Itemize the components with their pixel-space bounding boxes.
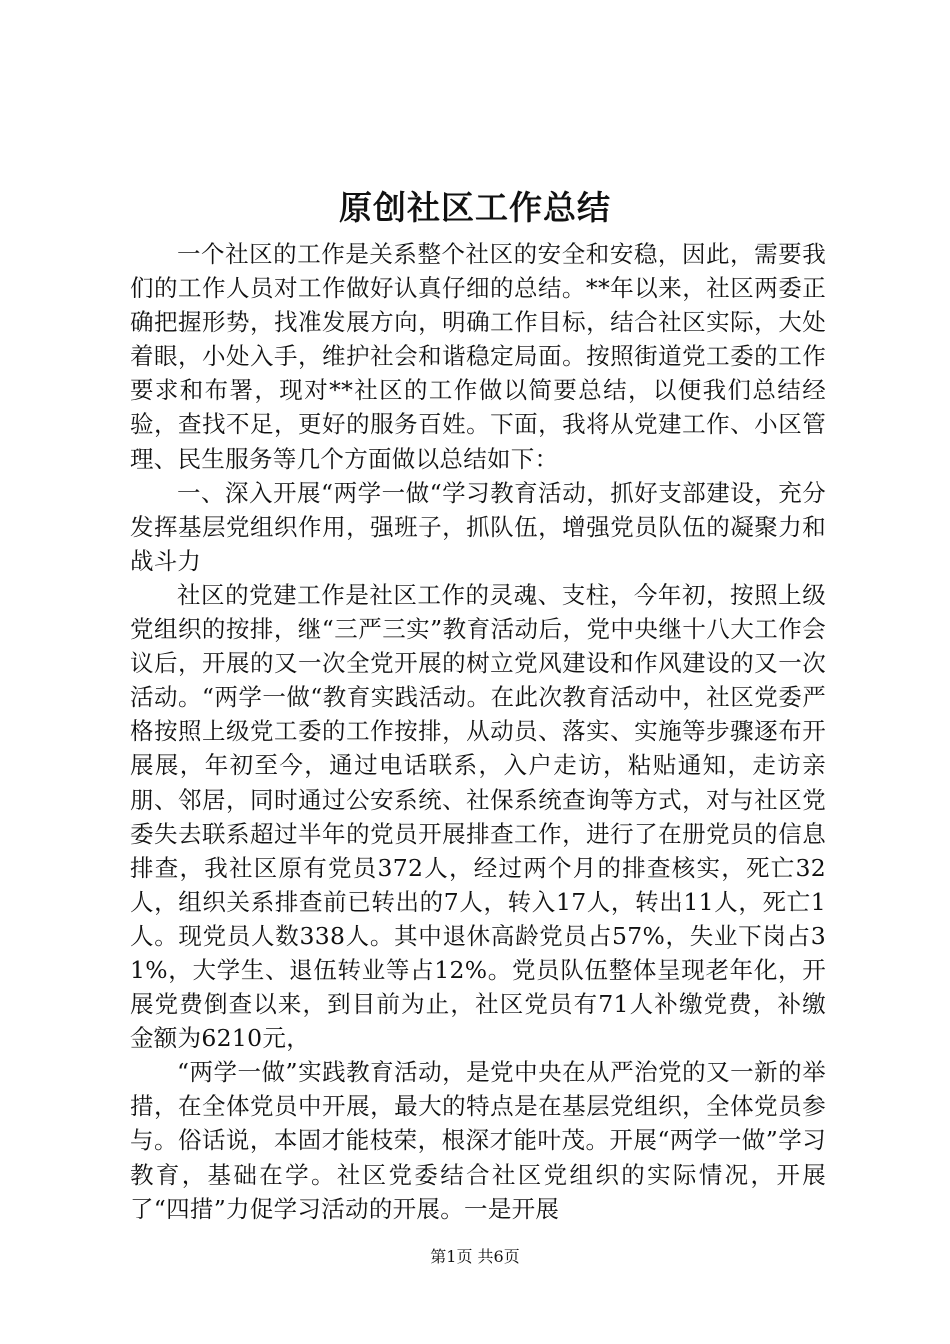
document-title: 原创社区工作总结: [339, 188, 611, 227]
study-activity-paragraph: “两学一做”实践教育活动，是党中央在从严治党的又一新的举措，在全体党员中开展，最大的特点是在基层党组织，全体党员参与。俗话说，本固才能枝荣，根深才能叶茂。开展“两学一做”学习教育，基础在学。社区党委结合社区党组织的实际情况，开展了“四措”力促学习活动的开展。一是开展: [130, 1058, 826, 1223]
document-body: [130, 237, 826, 1226]
page-number-footer: 第1页 共6页: [430, 1247, 520, 1266]
party-building-paragraph: 社区的党建工作是社区工作的灵魂、支柱，今年初，按照上级党组织的按排，继“三严三实”教育活动后，党中央继十八大工作会议后，开展的又一次全党开展的树立党风建设和作风建设的又一次活动。“两学一做“教育实践活动。在此次教育活动中，社区党委严格按照上级党工委的工作按排，从动员、落实、实施等步骤逐布开展展，年初至今，通过电话联系，入户走访，粘贴通知，走访亲朋、邻居，同时通过公安系统、社保系统查询等方式，对与社区党委失去联系超过半年的党员开展排查工作，进行了在册党员的信息排查，我社区原有党员372人，经过两个月的排查核实，死亡32人，组织关系排查前已转出的7人，转入17人，转出11人，死亡1人。现党员人数338人。其中退休高龄党员占57%，失业下岗占31%，大学生、退伍转业等占12%。党员队伍整体呈现老年化，开展党费倒查以来，到目前为止，社区党员有71人补缴党费，补缴金额为6210元，: [130, 580, 826, 1053]
intro-paragraph: 一个社区的工作是关系整个社区的安全和安稳，因此，需要我们的工作人员对工作做好认真仔细的总结。**年以来，社区两委正确把握形势，找准发展方向，明确工作目标，结合社区实际，大处着眼，小处入手，维护社会和谐稳定局面。按照街道党工委的工作要求和布署，现对**社区的工作做以简要总结，以便我们总结经验，查找不足，更好的服务百姓。下面，我将从党建工作、小区管理、民生服务等几个方面做以总结如下：: [130, 240, 826, 473]
section-heading-paragraph: 一、深入开展“两学一做“学习教育活动，抓好支部建设，充分发挥基层党组织作用，强班子，抓队伍，增强党员队伍的凝聚力和战斗力: [130, 478, 826, 575]
